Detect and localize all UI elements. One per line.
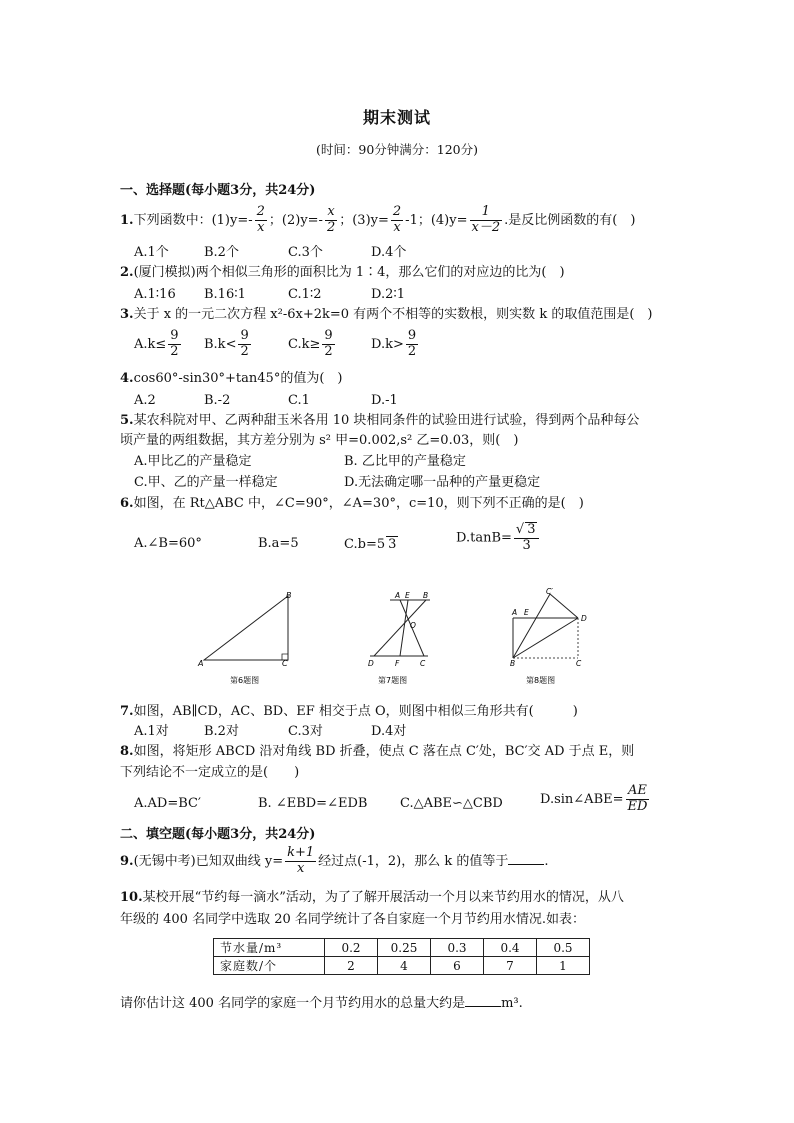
fig8-line-bc-prime [513, 594, 550, 658]
q1-option-b: B.2个 [204, 245, 239, 260]
q3-text: 关于 x 的一元二次方程 x²-6x+2k=0 有两个不相等的实数根，则实数 k 的取值范围是( ) [133, 307, 653, 322]
q1-number: 1. [120, 212, 134, 228]
q1-frac1-den: x [257, 219, 265, 235]
figure-6 [197, 591, 292, 685]
q3-option-c-label: C.k≥ [288, 336, 321, 352]
table-row-header: 节水量/m³ [214, 939, 325, 957]
q9-text-c: . [544, 853, 549, 869]
q6-text: 如图，在 Rt△ABC 中，∠C=90°，∠A=30°，c=10，则下列不正确的是( ) [133, 496, 584, 511]
q4-option-d: D.-1 [371, 393, 398, 408]
table-cell: 1 [537, 957, 590, 975]
fig8-label-b: B [510, 659, 516, 668]
q8-option-a: A.AD=BC′ [134, 796, 201, 811]
q9-answer-blank[interactable] [508, 854, 544, 865]
q7-option-c: C.3对 [288, 724, 323, 739]
q5-option-a: A.甲比乙的产量稳定 [134, 454, 252, 469]
q10-number: 10. [120, 890, 143, 905]
fig8-label-c-prime: C′ [546, 588, 553, 596]
q2-option-a: A.1∶16 [134, 287, 176, 302]
q5-option-c: C.甲、乙的产量一样稳定 [134, 475, 278, 490]
fig7-label-d: D [368, 659, 374, 668]
q6-option-a: A.∠B=60° [134, 536, 202, 551]
q3-frac-d-den: 2 [407, 343, 417, 359]
q8-option-b: B. ∠EBD=∠EDB [258, 796, 368, 811]
q1-frac4-num: 1 [470, 205, 503, 221]
fig7-label-c: C [420, 659, 426, 668]
q6-sqrt [386, 536, 398, 553]
q3-option-d [371, 329, 420, 360]
q8-stem-line1 [120, 744, 634, 760]
q3-frac-a [168, 329, 180, 360]
q1-option-d: D.4个 [371, 245, 407, 260]
q3-frac-b-den: 2 [240, 343, 249, 359]
q3-number: 3. [120, 307, 134, 322]
q3-option-c [288, 329, 337, 360]
q3-frac-b [238, 329, 250, 360]
q1-text-b: ；(2)y=- [268, 212, 323, 228]
q1-option-c: C.3个 [288, 245, 323, 260]
q6-frac-d-num: √ 3 [514, 522, 540, 539]
q6-stem [120, 496, 584, 512]
section2-heading: 二、填空题(每小题3分，共24分) [120, 827, 316, 842]
q4-option-a: A.2 [134, 393, 156, 408]
fig6-label-b: B [286, 591, 292, 600]
q5-stem-line2: 顷产量的两组数据，其方差分别为 s² 甲=0.002,s² 乙=0.03，则( ) [120, 433, 519, 448]
q10-question [120, 996, 523, 1012]
q3-stem [120, 307, 652, 323]
q1-frac2-num: x [325, 205, 337, 221]
q8-stem-line2: 下列结论不一定成立的是( ) [120, 765, 300, 780]
q1-frac1-num: 2 [256, 204, 265, 219]
table-cell: 4 [378, 957, 431, 975]
q8-option-d-text: D.sin∠ABE= [540, 791, 624, 807]
q10-answer-blank[interactable] [465, 996, 501, 1007]
q1-text-e: .是反比例函数的有( ) [504, 212, 636, 228]
table-cell: 0.2 [325, 939, 378, 957]
fig7-line-bd [374, 600, 426, 656]
q10-after-text-b: m³. [501, 996, 523, 1011]
q8-frac-d-num: AE [626, 784, 650, 800]
fig8-label-a: A [512, 608, 518, 617]
q5-option-d: D.无法确定哪一品种的产量更稳定 [344, 475, 541, 490]
q2-option-d: D.2∶1 [371, 287, 406, 302]
figure-7 [368, 591, 430, 685]
table-cell: 0.3 [431, 939, 484, 957]
fig7-label-f: F [395, 659, 400, 668]
q9-frac [285, 846, 316, 877]
q8-frac-d-den: ED [627, 798, 648, 814]
fig8-label-e: E [524, 608, 529, 617]
q10-stem-line1 [120, 890, 624, 906]
q4-option-b: B.-2 [204, 393, 231, 408]
q1-frac4 [470, 205, 503, 236]
q7-option-a: A.1对 [134, 724, 169, 739]
q6-number: 6. [120, 496, 134, 511]
table-cell: 7 [484, 957, 537, 975]
q4-option-c: C.1 [288, 393, 310, 408]
q3-option-a [134, 329, 183, 360]
table-row [214, 939, 590, 957]
q1-frac2-den: 2 [326, 219, 336, 235]
q3-frac-c-den: 2 [324, 343, 333, 359]
fig8-line-bd [513, 618, 578, 658]
q8-text-line1: 如图，将矩形 ABCD 沿对角线 BD 折叠，使点 C 落在点 C′处，BC′交 AD 于点 E，则 [133, 744, 635, 759]
q3-option-d-label: D.k> [371, 336, 404, 352]
figures-row [190, 588, 610, 690]
table-cell: 2 [325, 957, 378, 975]
q4-stem [120, 371, 342, 387]
q1-frac1 [255, 205, 267, 236]
q1-frac3-den: x [393, 219, 401, 235]
q6-option-c-text: C.b=5 [344, 537, 386, 552]
q1-frac3-num: 2 [392, 204, 402, 219]
q6-frac-d-den: 3 [522, 537, 531, 553]
q3-option-b [204, 329, 253, 360]
q4-number: 4. [120, 371, 134, 386]
q9-text-a: (无锡中考)已知双曲线 y= [133, 853, 284, 869]
q1-frac2 [325, 205, 337, 236]
fig6-label-c: C [282, 659, 288, 668]
q8-option-c: C.△ABE∽△CBD [400, 796, 503, 811]
q10-table [213, 938, 590, 975]
q5-stem-line1 [120, 413, 639, 429]
fig7-label-o: O [410, 621, 416, 630]
fig8-label-d: D [581, 614, 587, 623]
q3-frac-a-num: 9 [170, 328, 179, 343]
q7-stem [120, 704, 578, 720]
table-cell: 6 [431, 957, 484, 975]
q7-text: 如图，AB∥CD，AC、BD、EF 相交于点 O，则图中相似三角形共有( ) [133, 704, 578, 719]
fig6-caption: 第6题图 [230, 676, 260, 685]
q1-text-d: -1；(4)y= [405, 212, 468, 228]
q9-frac-num: k+1 [287, 845, 315, 860]
q8-frac-d [626, 784, 650, 815]
q1-frac3 [391, 205, 403, 236]
q3-frac-c [322, 329, 334, 360]
q3-frac-a-den: 2 [170, 343, 179, 359]
q8-number: 8. [120, 744, 134, 759]
q7-option-b: B.2对 [204, 724, 239, 739]
page-subtitle: (时间：90分钟满分：120分) [315, 142, 479, 157]
q7-number: 7. [120, 704, 134, 719]
fig7-label-b: B [423, 591, 429, 600]
q10-text-line1: 某校开展“节约每一滴水”活动，为了了解开展活动一个月以来节约用水的情况，从八 [142, 890, 624, 905]
q6-option-b: B.a=5 [258, 536, 299, 551]
q3-option-a-label: A.k≤ [134, 336, 167, 352]
fig6-triangle [204, 596, 288, 660]
table-cell: 0.4 [484, 939, 537, 957]
q1-frac4-den: x－2 [471, 219, 501, 235]
fig7-caption: 第7题图 [378, 676, 408, 685]
q9-text-b: 经过点(-1，2)，那么 k 的值等于 [318, 853, 509, 869]
q7-option-d: D.4对 [371, 724, 407, 739]
section1-heading: 一、选择题(每小题3分，共24分) [120, 183, 316, 198]
q3-frac-c-num: 9 [324, 328, 333, 343]
q5-number: 5. [120, 413, 134, 428]
q6-option-d-text: D.tanB= [456, 530, 512, 546]
q2-option-b: B.16∶1 [204, 287, 246, 302]
q9-frac-den: x [296, 860, 305, 876]
q8-option-d [540, 784, 651, 815]
table-cell: 0.25 [378, 939, 431, 957]
q3-frac-d-num: 9 [407, 328, 417, 343]
q2-stem [120, 265, 565, 281]
q1-stem [120, 205, 635, 236]
q5-option-b: B. 乙比甲的产量稳定 [344, 454, 466, 469]
figure-8 [510, 588, 587, 685]
fig7-label-e: E [405, 591, 410, 600]
q2-text: (厦门模拟)两个相似三角形的面积比为 1∶4，那么它们的对应边的比为( ) [133, 265, 565, 280]
q9-number: 9. [120, 853, 134, 869]
q1-text-c: ；(3)y= [339, 212, 389, 228]
q3-frac-b-num: 9 [240, 328, 249, 343]
fig6-label-a: A [198, 659, 204, 668]
q3-option-b-label: B.k< [204, 336, 237, 352]
q10-stem-line2: 年级的 400 名同学中选取 20 名同学统计了各自家庭一个月节约用水情况.如表： [120, 912, 586, 927]
q5-text-line1: 某农科院对甲、乙两种甜玉米各用 10 块相同条件的试验田进行试验，得到两个品种每公 [133, 413, 640, 428]
fig7-label-a: A [395, 591, 401, 600]
q1-option-a: A.1个 [134, 245, 169, 260]
q2-option-c: C.1∶2 [288, 287, 322, 302]
q2-number: 2. [120, 265, 134, 280]
q1-text-a: 下列函数中：(1)y=- [133, 212, 253, 228]
q3-frac-d [406, 329, 418, 360]
q9-stem [120, 846, 549, 877]
fig8-label-c: C [576, 659, 582, 668]
q6-sqrt-radicand: 3 [388, 537, 397, 552]
q10-after-text-a: 请你估计这 400 名同学的家庭一个月节约用水的总量大约是 [120, 996, 466, 1011]
q6-frac-d-radicand: 3 [527, 522, 536, 537]
q6-option-c [344, 536, 398, 553]
q6-frac-d [514, 522, 540, 554]
q4-text: cos60°-sin30°+tan45°的值为( ) [133, 371, 343, 386]
page-title: 期末测试 [362, 108, 431, 127]
fig8-caption: 第8题图 [526, 676, 556, 685]
table-row [214, 957, 590, 975]
fig8-line-c-prime-d [550, 594, 578, 618]
table-cell: 0.5 [537, 939, 590, 957]
table-row-header: 家庭数/个 [214, 957, 325, 975]
q6-option-d [456, 522, 541, 554]
